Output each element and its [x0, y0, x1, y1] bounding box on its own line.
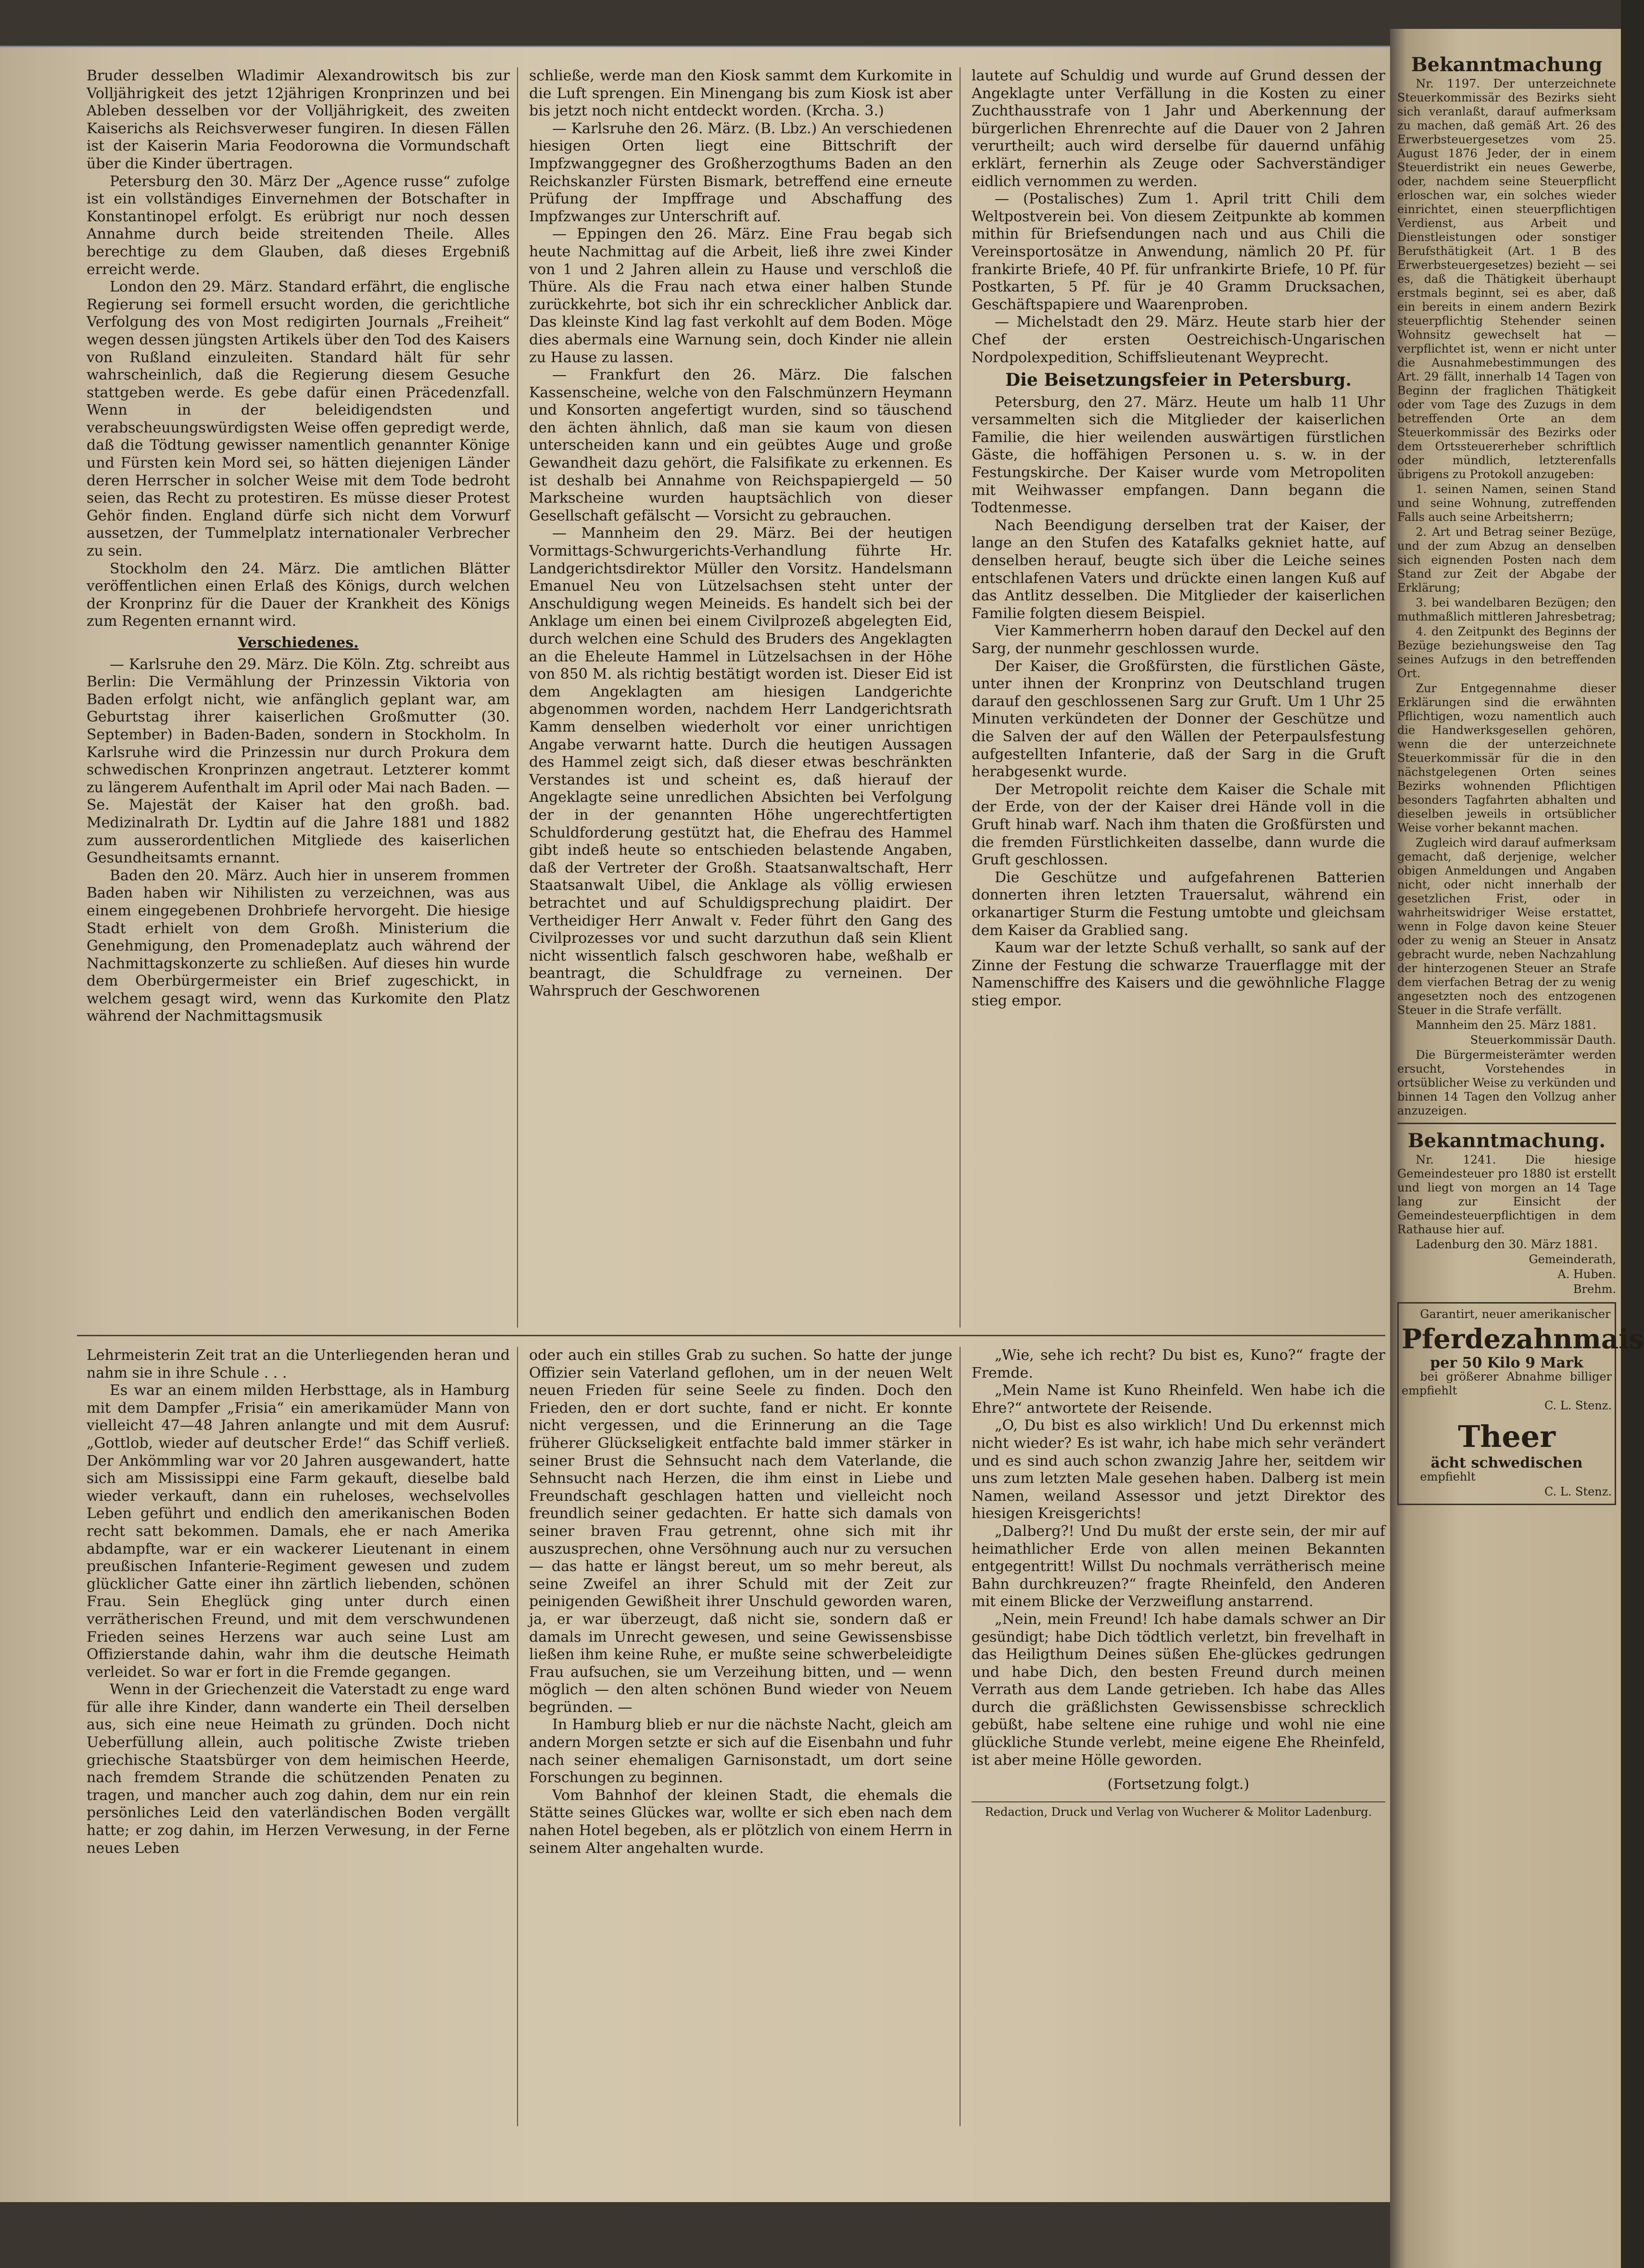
feuilleton-column-3: [972, 1347, 1385, 2136]
notice-signature: Brehm.: [1573, 1282, 1616, 1296]
ad-text: Garantirt, neuer amerikanischer: [1420, 1307, 1611, 1321]
story-text: „Mein Name ist Kuno Rheinfeld. Wen habe ich die Ehre?“ antwortete der Reisende.: [972, 1382, 1385, 1417]
column-divider: [517, 67, 518, 1328]
top-column-1: [87, 67, 510, 1318]
top-column-2: [529, 67, 952, 1318]
article-text: Bruder desselben Wladimir Alexandrowitsch bis zur Volljährigkeit des jetzt 12jährigen Kronprinzen und bei Ableben desselben vor der Volljährigkeit, des zweiten Kaiserichs als Reichsverweser fungiren. In diesen Fällen ist der Kaiserin Maria Feodorowna die Vormundschaft über die Kinder übertragen.: [87, 67, 510, 172]
article-text: — Frankfurt den 26. März. Die falschen Kassenscheine, welche von den Falschmünzern Heymann und Konsorten angefertigt wurden, sind so täuschend den ächten ähnlich, daß man sie kaum von diesen unterscheiden kann und ein geübtes Auge und große Gewandheit dazu gehört, die Falsifikate zu erkennen. Es ist deshalb bei Annahme von Reichspapiergeld — 50 Markscheine wurden hauptsächlich von dieser Gesellschaft gefälscht — Vorsicht zu gebrauchen.: [529, 367, 952, 524]
notice-text: Zugleich wird darauf aufmerksam gemacht, daß derjenige, welcher obigen Anmeldungen und Angaben nicht, oder nicht innerhalb der gesetzlichen Frist, oder in wahrheitswidriger Weise erstattet, wenn in Folge davon keine Steuer oder zu wenig an Steuer in Ansatz gebracht wurde, neben Nachzahlung der hinterzogenen Steuer an Strafe dem vierfachen Betrag der zu wenig angesetzten noch des entzogenen Steuer in die Strafe verfällt.: [1397, 836, 1616, 1017]
column-divider: [960, 1347, 961, 2126]
article-text: Baden den 20. März. Auch hier in unserem frommen Baden haben wir Nihilisten zu verzeichnen, was aus einem eingegebenen Drohbriefe hervorgeht. Die hiesige Stadt erhielt von dem Großh. Ministerium die Genehmigung, den Promenadeplatz auch während der Nachmittagskonzerte zu schließen. Auf dieses hin wurde dem Oberbürgermeister ein Brief zugeschickt, in welchem gesagt wird, wenn das Kurkomite den Platz während der Nachmittagsmusik: [87, 867, 510, 1025]
notice-text: Zur Entgegennahme dieser Erklärungen sind die erwähnten Pflichtigen, wozu namentlich auch die Handwerksgesellen gehören, wenn die der unterzeichnete Steuerkommissär für die in den nächstgelegenen Orten seines Bezirks wohnenden Pflichtigen besonders Tagfahrten abhalten und dieselben jeweils in ortsüblicher Weise vorher bekannt machen.: [1397, 682, 1616, 835]
article-text: London den 29. März. Standard erfährt, die englische Regierung sei formell ersucht worden, die gerichtliche Verfolgung des von Most redigirten Journals „Freiheit“ wegen dessen jüngsten Artikels über den Tod des Kaisers von Rußland einzuleiten. Standard hält für sehr wahrscheinlich, daß die Regierung diesem Gesuche stattgeben werde. Es gebe dafür einen Präcedenzfall. Wenn in der beleidigendsten und verabscheuungswürdigsten Weise offen gepredigt werde, daß die Tödtung gewisser namentlich genannter Könige und Fürsten kein Mord sei, so hätten diejenigen Länder deren Herrscher in solcher Weise mit dem Tode bedroht seien, das Recht zu protestiren. Es müsse dieser Protest Gehör finden. England dürfe sich nicht dem Vorwurf aussetzen, der Tummelplatz internationaler Verbrecher zu sein.: [87, 279, 510, 560]
article-text: Stockholm den 24. März. Die amtlichen Blätter veröffentlichen einen Erlaß des Königs, durch welchen der Kronprinz für die Dauer der Krankheit des Königs zum Regenten ernannt wird.: [87, 560, 510, 630]
article-text: Petersburg den 30. März Der „Agence russe“ zufolge ist ein vollständiges Einvernehmen der Botschafter in Konstantinopel erfolgt. Es erübrigt nur noch dessen Annahme durch beide streitenden Theile. Alles berechtige zu dem Glauben, daß dieses Ergebniß erreicht werde.: [87, 173, 510, 278]
ad-text: empfiehlt: [1420, 1470, 1476, 1483]
story-text: Lehrmeisterin Zeit trat an die Unterliegenden heran und nahm sie in ihre Schule . . .: [87, 1347, 510, 1381]
article-text: — (Postalisches) Zum 1. April tritt Chili dem Weltpostverein bei. Von diesem Zeitpunkte ab kommen mithin für Briefsendungen nach und aus Chili die Vereinsportosätze in Anwendung, nämlich 20 Pf. für frankirte Briefe, 40 Pf. für unfrankirte Briefe, 10 Pf. für Postkarten, 5 Pf. für je 40 Gramm Drucksachen, Geschäftspapiere und Waarenproben.: [972, 190, 1385, 313]
notice-date: Mannheim den 25. März 1881.: [1416, 1018, 1596, 1032]
notice-item: 2. Art und Betrag seiner Bezüge, und der zum Abzug an denselben sich eignenden Posten nach dem Stand zur Zeit der Abgabe der Erklärung;: [1397, 525, 1616, 595]
ad-text: bei größerer Abnahme billiger empfiehlt: [1402, 1370, 1612, 1397]
story-text: Vom Bahnhof der kleinen Stadt, die ehemals die Stätte seines Glückes war, wollte er sich eben nach dem nahen Hotel begeben, als er plötzlich von einem Herrn in seinem Alter angehalten wurde.: [529, 1787, 952, 1857]
column-divider: [960, 67, 961, 1328]
story-text: In Hamburg blieb er nur die nächste Nacht, gleich am andern Morgen setzte er sich auf die Eisenbahn und fuhr nach seiner ehemaligen Garnisonstadt, um dort seine Forschungen zu beginnen.: [529, 1716, 952, 1787]
notice-text: Nr. 1241. Die hiesige Gemeindesteuer pro 1880 ist erstellt und liegt von morgen an 14 Tage lang zur Einsicht der Gemeindesteuerpflichtigen in dem Rathause hier auf.: [1397, 1153, 1616, 1236]
section-heading: Verschiedenes.: [238, 634, 359, 651]
notice-text: Die Bürgermeisterämter werden ersucht, Vorstehendes in ortsüblicher Weise zu verkünden und binnen 14 Tagen den Vollzug anher anzuzeigen.: [1397, 1048, 1616, 1117]
right-page-column: [1397, 53, 1644, 2256]
story-text: Es war an einem milden Herbsttage, als in Hamburg mit dem Dampfer „Frisia“ ein amerikamüder Mann von vielleicht 47—48 Jahren anlangte und mit dem Ausruf: „Gottlob, wieder auf deutscher Erde!“ das Schiff verließ. Der Ankömmling war vor 20 Jahren ausgewandert, hatte sich am Mississippi eine Farm gekauft, dieselbe bald wieder verkauft, dann ein ruheloses, wechselvolles Leben geführt und endlich den amerikanischen Boden recht satt bekommen. Damals, ehe er nach Amerika abdampfte, war er ein wackerer Lieutenant in einem preußischen Infanterie-Regiment gewesen und zudem glücklicher Gatte einer ihn zärtlich liebenden, schönen Frau. Sein Eheglück ging unter durch einen verrätherischen Freund, und mit dem verschwundenen Frieden seines Herzens war auch seine Lust am Offizierstande dahin, wahr ihm die deutsche Heimath verleidet. So war er fort in die Fremde gegangen.: [87, 1382, 510, 1681]
advertisement-box: [1397, 1302, 1644, 1505]
notice-item: 3. bei wandelbaren Bezügen; den muthmaßlich mittleren Jahresbetrag;: [1397, 596, 1616, 623]
notice-item: 4. den Zeitpunkt des Beginns der Bezüge beziehungsweise den Tag seines Aufzugs in den betreffenden Ort.: [1397, 625, 1616, 680]
article-text: Petersburg, den 27. März. Heute um halb 11 Uhr versammelten sich die Mitglieder der kaiserlichen Familie, die hier weilenden auswärtigen fürstlichen Gäste, die hoffähigen Personen u. s. w. in der Festungskirche. Der Kaiser wurde vom Metropoliten mit Weihwasser empfangen. Dann begann die Todtenmesse.: [972, 393, 1385, 517]
story-text: „Dalberg?! Und Du mußt der erste sein, der mir auf heimathlicher Erde von allen meinen Bekannten entgegentritt! Willst Du nochmals verrätherisch meine Bahn durchkreuzen?“ fragte Rheinfeld, den Anderen mit einem Blicke der Verzweiflung anstarrend.: [972, 1522, 1385, 1610]
story-text: „Wie, sehe ich recht? Du bist es, Kuno?“ fragte der Fremde.: [972, 1347, 1385, 1381]
article-text: — Michelstadt den 29. März. Heute starb hier der Chef der ersten Oestreichisch-Ungarischen Nordpolexpedition, Schiffslieutenant Weyprecht.: [972, 314, 1385, 366]
notice-date: Ladenburg den 30. März 1881.: [1416, 1238, 1598, 1251]
article-text: Die Geschütze und aufgefahrenen Batterien donnerten ihren letzten Trauersalut, während ein orkanartiger Sturm die Festung umtobte und gleichsam dem Kaiser da Grablied sang.: [972, 869, 1385, 939]
ad-price: per 50 Kilo 9 Mark: [1430, 1355, 1583, 1371]
notice-signature: Gemeinderath,: [1529, 1253, 1616, 1266]
article-text: Der Kaiser, die Großfürsten, die fürstlichen Gäste, unter ihnen der Kronprinz von Deutschland trugen darauf den geschlossenen Sarg zur Gruft. Um 1 Uhr 25 Minuten verkündeten der Donner der Geschütze und die Salven der auf den Wällen der Peterpaulsfestung aufgestellten Infanterie, daß der Sarg in die Gruft herabgesenkt wurde.: [972, 658, 1385, 781]
notice-signature: A. Huben.: [1557, 1267, 1616, 1281]
notice-item: 1. seinen Namen, seinen Stand und seine Wohnung, zutreffenden Falls auch seine Arbeitsherrn;: [1397, 482, 1616, 524]
column-divider: [517, 1347, 518, 2126]
article-text: Der Metropolit reichte dem Kaiser die Schale mit der Erde, von der der Kaiser drei Hände voll in die Gruft hinab warf. Nach ihm thaten die Großfürsten und die fremden Fürstlichkeiten dasselbe, dann wurde die Gruft geschlossen.: [972, 781, 1385, 869]
notice-title: Bekanntmachung.: [1407, 1129, 1606, 1152]
story-text: „O, Du bist es also wirklich! Und Du erkennst mich nicht wieder? Es ist wahr, ich habe mich sehr verändert und es sind auch schon zwanzig Jahre her, seitdem wir uns zum letzten Male gesehen haben. Dalberg ist mein Namen, weiland Assessor und jetzt Direktor des hiesigen Kreisgerichts!: [972, 1417, 1385, 1522]
article-text: — Eppingen den 26. März. Eine Frau begab sich heute Nachmittag auf die Arbeit, ließ ihre zwei Kinder von 1 und 2 Jahren allein zu Hause und verschloß die Thüre. Als die Frau nach etwa einer halben Stunde zurückkehrte, bot sich ihr ein schrecklicher Anblick dar. Das kleinste Kind lag fast verkohlt auf dem Boden. Möge dies abermals eine Warnung sein, doch Kinder nie allein zu Hause zu lassen.: [529, 226, 952, 366]
story-text: „Nein, mein Freund! Ich habe damals schwer an Dir gesündigt; habe Dich tödtlich verletzt, bin frevelhaft in das Heiligthum Deines süßen Ehe-glückes gedrungen und habe Dich, den besten Freund durch meinen Verrath aus dem Lande getrieben. Ich habe das Alles durch die gräßlichsten Gewissensbisse schrecklich gebüßt, habe seltene eine ruhige und wohl nie eine glückliche Stunde verlebt, meine eigene Ehe Rheinfeld, ist aber meine Hölle geworden.: [972, 1610, 1385, 1769]
ad-title: Theer: [1458, 1419, 1555, 1454]
ad-subtitle: ächt schwedischen: [1430, 1455, 1583, 1471]
continued-note: (Fortsetzung folgt.): [1107, 1776, 1250, 1793]
article-text: — Karlsruhe den 29. März. Die Köln. Ztg. schreibt aus Berlin: Die Vermählung der Prinzessin Viktoria von Baden erfolgt nicht, wie anfänglich geplant war, am Geburtstag ihrer kaiserlichen Großmutter (30. September) in Baden-Baden, sondern in Stockholm. In Karlsruhe wird die Prinzessin nur durch Prokura dem schwedischen Kronprinzen angetraut. Letzterer kommt zu längerem Aufenthalt im April oder Mai nach Baden. — Se. Majestät der Kaiser hat den großh. bad. Medizinalrath Dr. Lydtin auf die Jahre 1881 und 1882 zum ausserordentlichen Mitgliede des kaiserlichen Gesundheitsamts ernannt.: [87, 656, 510, 867]
article-text: — Mannheim den 29. März. Bei der heutigen Vormittags-Schwurgerichts-Verhandlung führte Hr. Landgerichtsdirektor Müller den Vorsitz. Handelsmann Emanuel Neu von Lützelsachsen steht unter der Anschuldigung wegen Meineids. Es handelt sich bei der Anklage um einen bei einem Civilprozeß abgelegten Eid, durch welchen eine Schuld des Bruders des Angeklagten an die Eheleute Hammel in Lützelsachsen in der Höhe von 850 M. als richtig bestätigt worden ist. Dieser Eid ist dem Angeklagten am hiesigen Landgerichte abgenommen worden, nachdem Herr Landgerichtsrath Kamm denselben wiederholt vor einer unrichtigen Angabe verwarnt hatte. Durch die heutigen Aussagen des Hammel zeigt sich, daß dieser etwas beschränkten Verstandes ist und scheint es, daß hierauf der Angeklagte seine unredlichen Absichten bei Verfolgung der in der genannten Höhe ungerechtfertigten Schuldforderung gestützt hat, die Ehefrau des Hammel gibt indeß heute so entschieden belastende Angaben, daß der Vertreter der Großh. Staatsanwaltschaft, Herr Staatsanwalt Uibel, die Anklage als völlig erwiesen betrachtet und auf Schuldigsprechung plaidirt. Der Vertheidiger Herr Anwalt v. Feder führt den Gang des Civilprozesses vor und sucht darzuthun daß sein Klient nicht wissentlich falsch geschworen habe, weßhalb er beantragt, die Schuldfrage zu verneinen. Der Wahrspruch der Geschworenen: [529, 525, 952, 1000]
article-text: Vier Kammerherrn hoben darauf den Deckel auf den Sarg, der nunmehr geschlossen wurde.: [972, 622, 1385, 657]
story-text: oder auch ein stilles Grab zu suchen. So hatte der junge Offizier sein Vaterland geflohen, um in der neuen Welt neuen Frieden für seine Seele zu finden. Doch den Frieden, den er dort suchte, fand er nicht. Er konnte nicht vergessen, und die Erinnerung an die Tage früherer Glückseligkeit entfachte bald immer stärker in seiner Brust die Sehnsucht nach dem Vaterlande, die Sehnsucht nach Herzen, die ihm einst in Liebe und Freundschaft geschlagen hatten und vielleicht noch freundlich seiner gedachten. Er hatte sich damals von seiner braven Frau getrennt, ohne sich mit ihr auszusprechen, ohne Versöhnung auch nur zu versuchen — das hatte er längst bereut, um so mehr bereut, als seine Zweifel an ihrer Schuld mit der Zeit zur peinigenden Gewißheit ihrer Unschuld geworden waren, ja, er war überzeugt, daß nicht sie, sondern daß er damals im Unrecht gewesen, und seine Gewissensbisse ließen ihm keine Ruhe, er mußte seine schwerbeleidigte Frau aufsuchen, sie um Verzeihung bitten, und — wenn möglich — den alten schönen Bund wieder von Neuem begründen. —: [529, 1347, 952, 1716]
notice-title: Bekanntmachung: [1411, 53, 1603, 76]
notice-signature: Steuerkommissär Dauth.: [1470, 1033, 1616, 1047]
article-text: lautete auf Schuldig und wurde auf Grund dessen der Angeklagte unter Verfällung in die Kosten zu einer Zuchthausstrafe von 1 Jahr und Aberkennung der bürgerlichen Ehrenrechte auf die Dauer von 2 Jahren verurtheilt; auch wird derselbe für dauernd unfähig erklärt, fernerhin als Zeuge oder Sachverständiger eidlich vernommen zu werden.: [972, 67, 1385, 190]
feuilleton-column-2: [529, 1347, 952, 2116]
article-text: — Karlsruhe den 26. März. (B. Lbz.) An verschiedenen hiesigen Orten liegt eine Bittschrift der Impfzwanggegner des Großherzogthums Baden an den Reichskanzler Fürsten Bismark, betreffend eine erneute Prüfung der Impffrage und Abschaffung des Impfzwanges zur Unterschrift auf.: [529, 120, 952, 225]
divider: [1397, 1123, 1616, 1124]
feuilleton-column-1: [87, 1347, 510, 2116]
ad-title: Pferdezahnmais: [1402, 1323, 1644, 1355]
article-text: schließe, werde man den Kiosk sammt dem Kurkomite in die Luft sprengen. Ein Minengang bis zum Kiosk ist aber bis jetzt noch nicht entdeckt worden. (Krcha. 3.): [529, 67, 952, 120]
article-text: Nach Beendigung derselben trat der Kaiser, der lange an den Stufen des Katafalks gekniet hatte, auf denselben herauf, beugte sich über die Leiche seines entschlafenen Vaters und drückte einen langen Kuß auf das Antlitz desselben. Die Mitglieder der kaiserlichen Familie folgten diesem Beispiel.: [972, 517, 1385, 622]
notice-text: Nr. 1197. Der unterzeichnete Steuerkommissär des Bezirks sieht sich veranlaßt, darauf aufmerksam zu machen, daß gemäß Art. 26 des Erwerbsteuergesetzes vom 25. August 1876 Jeder, der in einem Steuerdistrikt ein neues Gewerbe, oder, nachdem seine Steuerpflicht erloschen war, ein solches wieder einrichtet, einen steuerpflichtigen Verdienst, aus Arbeit und Dienstleistungen oder sonstiger Berufsthätigkeit (Art. 1 B des Erwerbsteuergesetzes) bezieht — sei es, daß die Thätigkeit überhaupt erstmals beginnt, sei es aber, daß ein bereits in einem andern Bezirk steuerpflichtig Stehender seinen Wohnsitz gewechselt hat — verpflichtet ist, wenn er nicht unter die Ausnahmebestimmungen des Art. 29 fällt, innerhalb 14 Tagen von Beginn der fraglichen Thätigkeit oder vom Tage des Zuzugs in dem betreffenden Orte an dem Steuerkommissär des Bezirks oder dem Ortssteuererheber schriftlich oder mündlich, letzterenfalls übrigens zu Protokoll anzugeben:: [1397, 77, 1616, 481]
story-text: Wenn in der Griechenzeit die Vaterstadt zu enge ward für alle ihre Kinder, dann wanderte ein Theil derselben aus, sich eine neue Heimath zu gründen. Doch nicht Ueberfüllung allein, auch politische Zwiste trieben griechische Staatsbürger von dem heimischen Heerde, nach fremdem Strande die schützenden Penaten zu tragen, und mancher auch zog dahin, dem nur ein rein persönliches Leid den vaterländischen Boden vergällt hatte; er zog dahin, im Herzen Verwesung, in der Ferne neues Leben: [87, 1681, 510, 1857]
article-headline: Die Beisetzungsfeier in Petersburg.: [1005, 370, 1352, 391]
imprint: Redaction, Druck und Verlag von Wucherer & Molitor Ladenburg.: [972, 1801, 1385, 1819]
ad-seller: C. L. Stenz.: [1544, 1485, 1612, 1498]
top-column-3: [972, 67, 1385, 1318]
article-text: Kaum war der letzte Schuß verhallt, so sank auf der Zinne der Festung die schwarze Trauerflagge mit der Namenschiffre des Kaisers und die gewöhnliche Flagge stieg empor.: [972, 939, 1385, 1009]
feuilleton-divider: [77, 1335, 1385, 1336]
ad-seller: C. L. Stenz.: [1544, 1399, 1612, 1412]
